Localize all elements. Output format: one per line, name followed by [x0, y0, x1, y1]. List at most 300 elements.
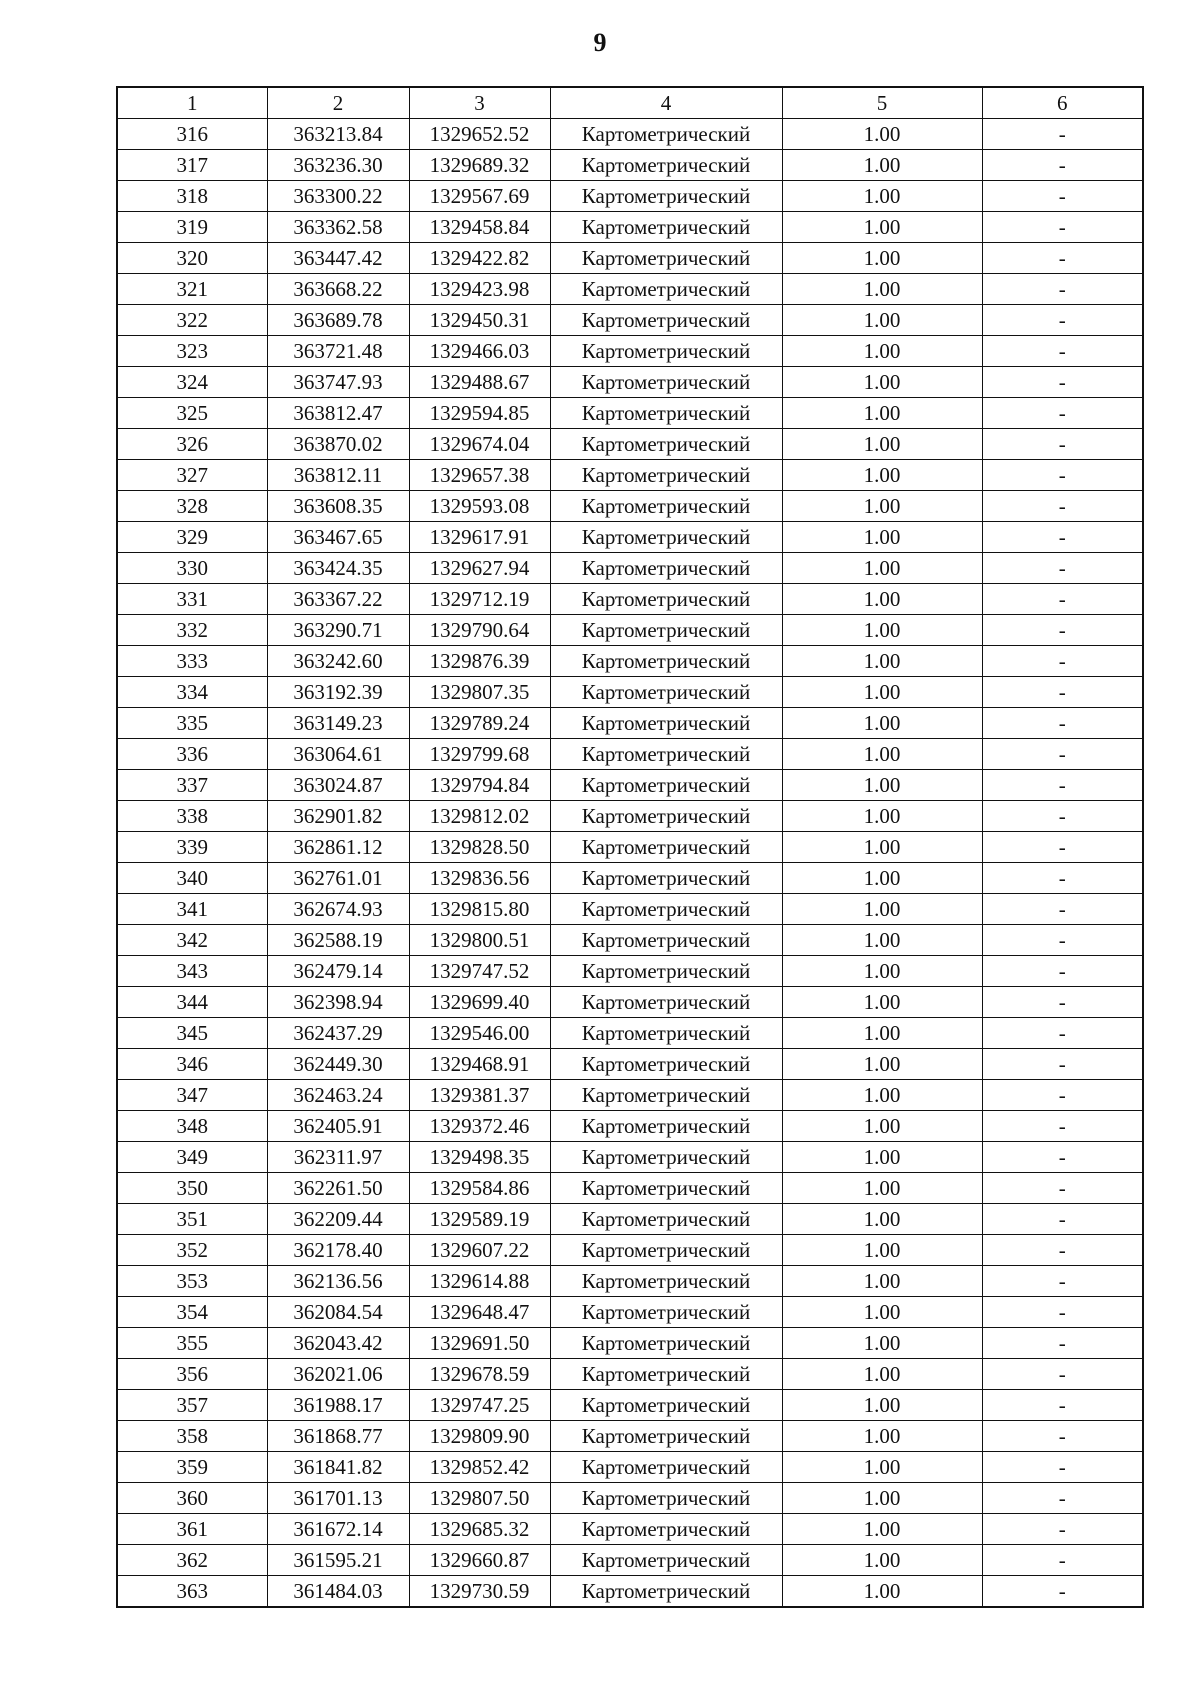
method-cell: Картометрический	[550, 832, 782, 863]
accuracy-cell: 1.00	[782, 1545, 982, 1576]
y-coordinate-cell: 1329423.98	[409, 274, 550, 305]
accuracy-cell: 1.00	[782, 1514, 982, 1545]
note-cell: -	[982, 1111, 1143, 1142]
accuracy-cell: 1.00	[782, 1266, 982, 1297]
point-number-cell: 333	[117, 646, 267, 677]
x-coordinate-cell: 362449.30	[267, 1049, 409, 1080]
point-number-cell: 347	[117, 1080, 267, 1111]
point-number-cell: 354	[117, 1297, 267, 1328]
x-coordinate-cell: 363024.87	[267, 770, 409, 801]
x-coordinate-cell: 362209.44	[267, 1204, 409, 1235]
note-cell: -	[982, 801, 1143, 832]
note-cell: -	[982, 119, 1143, 150]
table-row	[117, 367, 1143, 398]
note-cell: -	[982, 584, 1143, 615]
note-cell: -	[982, 615, 1143, 646]
accuracy-cell: 1.00	[782, 1049, 982, 1080]
y-coordinate-cell: 1329790.64	[409, 615, 550, 646]
y-coordinate-cell: 1329617.91	[409, 522, 550, 553]
note-cell: -	[982, 925, 1143, 956]
accuracy-cell: 1.00	[782, 367, 982, 398]
table-row	[117, 1514, 1143, 1545]
point-number-cell: 340	[117, 863, 267, 894]
y-coordinate-cell: 1329794.84	[409, 770, 550, 801]
y-coordinate-cell: 1329466.03	[409, 336, 550, 367]
note-cell: -	[982, 243, 1143, 274]
y-coordinate-cell: 1329852.42	[409, 1452, 550, 1483]
point-number-cell: 338	[117, 801, 267, 832]
page-number: 9	[593, 28, 607, 57]
note-cell: -	[982, 770, 1143, 801]
table-row	[117, 894, 1143, 925]
note-cell: -	[982, 274, 1143, 305]
table-row	[117, 863, 1143, 894]
point-number-cell: 320	[117, 243, 267, 274]
method-cell: Картометрический	[550, 305, 782, 336]
x-coordinate-cell: 361484.03	[267, 1576, 409, 1608]
x-coordinate-cell: 362136.56	[267, 1266, 409, 1297]
accuracy-cell: 1.00	[782, 584, 982, 615]
method-cell: Картометрический	[550, 1297, 782, 1328]
table-row	[117, 646, 1143, 677]
point-number-cell: 345	[117, 1018, 267, 1049]
note-cell: -	[982, 1576, 1143, 1608]
table-body	[117, 119, 1143, 1608]
table-row	[117, 1266, 1143, 1297]
x-coordinate-cell: 363721.48	[267, 336, 409, 367]
accuracy-cell: 1.00	[782, 708, 982, 739]
accuracy-cell: 1.00	[782, 274, 982, 305]
note-cell: -	[982, 1266, 1143, 1297]
method-cell: Картометрический	[550, 739, 782, 770]
accuracy-cell: 1.00	[782, 1483, 982, 1514]
point-number-cell: 362	[117, 1545, 267, 1576]
note-cell: -	[982, 1421, 1143, 1452]
y-coordinate-cell: 1329468.91	[409, 1049, 550, 1080]
y-coordinate-cell: 1329498.35	[409, 1142, 550, 1173]
point-number-cell: 324	[117, 367, 267, 398]
table-row	[117, 491, 1143, 522]
table-row	[117, 708, 1143, 739]
y-coordinate-cell: 1329812.02	[409, 801, 550, 832]
table-row	[117, 212, 1143, 243]
note-cell: -	[982, 1328, 1143, 1359]
note-cell: -	[982, 1297, 1143, 1328]
method-cell: Картометрический	[550, 1235, 782, 1266]
x-coordinate-cell: 362674.93	[267, 894, 409, 925]
point-number-cell: 356	[117, 1359, 267, 1390]
table-row	[117, 1390, 1143, 1421]
x-coordinate-cell: 363747.93	[267, 367, 409, 398]
y-coordinate-cell: 1329614.88	[409, 1266, 550, 1297]
y-coordinate-cell: 1329546.00	[409, 1018, 550, 1049]
x-coordinate-cell: 362261.50	[267, 1173, 409, 1204]
y-coordinate-cell: 1329593.08	[409, 491, 550, 522]
accuracy-cell: 1.00	[782, 460, 982, 491]
accuracy-cell: 1.00	[782, 1359, 982, 1390]
table-row	[117, 181, 1143, 212]
point-number-cell: 344	[117, 987, 267, 1018]
y-coordinate-cell: 1329807.35	[409, 677, 550, 708]
x-coordinate-cell: 363424.35	[267, 553, 409, 584]
x-coordinate-cell: 362437.29	[267, 1018, 409, 1049]
header-cell-1: 1	[117, 87, 267, 119]
accuracy-cell: 1.00	[782, 212, 982, 243]
y-coordinate-cell: 1329699.40	[409, 987, 550, 1018]
table-row	[117, 956, 1143, 987]
note-cell: -	[982, 1452, 1143, 1483]
y-coordinate-cell: 1329589.19	[409, 1204, 550, 1235]
note-cell: -	[982, 1080, 1143, 1111]
note-cell: -	[982, 832, 1143, 863]
note-cell: -	[982, 491, 1143, 522]
point-number-cell: 358	[117, 1421, 267, 1452]
point-number-cell: 323	[117, 336, 267, 367]
point-number-cell: 360	[117, 1483, 267, 1514]
point-number-cell: 326	[117, 429, 267, 460]
accuracy-cell: 1.00	[782, 894, 982, 925]
method-cell: Картометрический	[550, 925, 782, 956]
method-cell: Картометрический	[550, 894, 782, 925]
x-coordinate-cell: 362084.54	[267, 1297, 409, 1328]
point-number-cell: 328	[117, 491, 267, 522]
note-cell: -	[982, 429, 1143, 460]
note-cell: -	[982, 1235, 1143, 1266]
accuracy-cell: 1.00	[782, 491, 982, 522]
note-cell: -	[982, 1173, 1143, 1204]
table-row	[117, 522, 1143, 553]
y-coordinate-cell: 1329674.04	[409, 429, 550, 460]
point-number-cell: 355	[117, 1328, 267, 1359]
point-number-cell: 359	[117, 1452, 267, 1483]
method-cell: Картометрический	[550, 181, 782, 212]
method-cell: Картометрический	[550, 150, 782, 181]
point-number-cell: 348	[117, 1111, 267, 1142]
method-cell: Картометрический	[550, 119, 782, 150]
method-cell: Картометрический	[550, 1483, 782, 1514]
x-coordinate-cell: 363367.22	[267, 584, 409, 615]
method-cell: Картометрический	[550, 708, 782, 739]
table-row	[117, 119, 1143, 150]
note-cell: -	[982, 708, 1143, 739]
method-cell: Картометрический	[550, 522, 782, 553]
accuracy-cell: 1.00	[782, 398, 982, 429]
note-cell: -	[982, 1142, 1143, 1173]
table-row	[117, 925, 1143, 956]
accuracy-cell: 1.00	[782, 801, 982, 832]
accuracy-cell: 1.00	[782, 553, 982, 584]
table-row	[117, 1452, 1143, 1483]
method-cell: Картометрический	[550, 1514, 782, 1545]
x-coordinate-cell: 362178.40	[267, 1235, 409, 1266]
accuracy-cell: 1.00	[782, 1452, 982, 1483]
method-cell: Картометрический	[550, 1545, 782, 1576]
y-coordinate-cell: 1329567.69	[409, 181, 550, 212]
accuracy-cell: 1.00	[782, 677, 982, 708]
x-coordinate-cell: 363362.58	[267, 212, 409, 243]
point-number-cell: 350	[117, 1173, 267, 1204]
x-coordinate-cell: 363668.22	[267, 274, 409, 305]
note-cell: -	[982, 739, 1143, 770]
table-row	[117, 150, 1143, 181]
accuracy-cell: 1.00	[782, 1328, 982, 1359]
y-coordinate-cell: 1329876.39	[409, 646, 550, 677]
note-cell: -	[982, 181, 1143, 212]
y-coordinate-cell: 1329458.84	[409, 212, 550, 243]
header-cell-3: 3	[409, 87, 550, 119]
accuracy-cell: 1.00	[782, 150, 982, 181]
x-coordinate-cell: 363870.02	[267, 429, 409, 460]
x-coordinate-cell: 363300.22	[267, 181, 409, 212]
y-coordinate-cell: 1329747.25	[409, 1390, 550, 1421]
table-row	[117, 1421, 1143, 1452]
note-cell: -	[982, 367, 1143, 398]
note-cell: -	[982, 1049, 1143, 1080]
y-coordinate-cell: 1329815.80	[409, 894, 550, 925]
accuracy-cell: 1.00	[782, 181, 982, 212]
accuracy-cell: 1.00	[782, 1576, 982, 1608]
method-cell: Картометрический	[550, 274, 782, 305]
accuracy-cell: 1.00	[782, 863, 982, 894]
point-number-cell: 319	[117, 212, 267, 243]
table-row	[117, 584, 1143, 615]
x-coordinate-cell: 362861.12	[267, 832, 409, 863]
header-cell-4: 4	[550, 87, 782, 119]
method-cell: Картометрический	[550, 1328, 782, 1359]
coordinates-table	[116, 86, 1144, 1608]
x-coordinate-cell: 362761.01	[267, 863, 409, 894]
note-cell: -	[982, 956, 1143, 987]
accuracy-cell: 1.00	[782, 429, 982, 460]
point-number-cell: 363	[117, 1576, 267, 1608]
x-coordinate-cell: 362901.82	[267, 801, 409, 832]
method-cell: Картометрический	[550, 1452, 782, 1483]
note-cell: -	[982, 522, 1143, 553]
x-coordinate-cell: 363689.78	[267, 305, 409, 336]
note-cell: -	[982, 646, 1143, 677]
y-coordinate-cell: 1329747.52	[409, 956, 550, 987]
method-cell: Картометрический	[550, 770, 782, 801]
x-coordinate-cell: 361868.77	[267, 1421, 409, 1452]
x-coordinate-cell: 363812.11	[267, 460, 409, 491]
table-row	[117, 274, 1143, 305]
x-coordinate-cell: 363242.60	[267, 646, 409, 677]
table-header-row	[117, 87, 1143, 119]
x-coordinate-cell: 363290.71	[267, 615, 409, 646]
table-row	[117, 1235, 1143, 1266]
accuracy-cell: 1.00	[782, 1204, 982, 1235]
method-cell: Картометрический	[550, 1111, 782, 1142]
header-cell-2: 2	[267, 87, 409, 119]
y-coordinate-cell: 1329372.46	[409, 1111, 550, 1142]
accuracy-cell: 1.00	[782, 119, 982, 150]
x-coordinate-cell: 361988.17	[267, 1390, 409, 1421]
accuracy-cell: 1.00	[782, 336, 982, 367]
x-coordinate-cell: 363447.42	[267, 243, 409, 274]
accuracy-cell: 1.00	[782, 1297, 982, 1328]
table-row	[117, 1297, 1143, 1328]
accuracy-cell: 1.00	[782, 522, 982, 553]
y-coordinate-cell: 1329730.59	[409, 1576, 550, 1608]
note-cell: -	[982, 1483, 1143, 1514]
point-number-cell: 316	[117, 119, 267, 150]
y-coordinate-cell: 1329689.32	[409, 150, 550, 181]
method-cell: Картометрический	[550, 1359, 782, 1390]
point-number-cell: 329	[117, 522, 267, 553]
y-coordinate-cell: 1329584.86	[409, 1173, 550, 1204]
method-cell: Картометрический	[550, 212, 782, 243]
point-number-cell: 318	[117, 181, 267, 212]
point-number-cell: 321	[117, 274, 267, 305]
table-row	[117, 801, 1143, 832]
note-cell: -	[982, 460, 1143, 491]
table-row	[117, 429, 1143, 460]
note-cell: -	[982, 1204, 1143, 1235]
method-cell: Картометрический	[550, 584, 782, 615]
point-number-cell: 353	[117, 1266, 267, 1297]
x-coordinate-cell: 362463.24	[267, 1080, 409, 1111]
table-row	[117, 1173, 1143, 1204]
y-coordinate-cell: 1329657.38	[409, 460, 550, 491]
method-cell: Картометрический	[550, 677, 782, 708]
accuracy-cell: 1.00	[782, 739, 982, 770]
x-coordinate-cell: 361841.82	[267, 1452, 409, 1483]
table-row	[117, 1483, 1143, 1514]
note-cell: -	[982, 894, 1143, 925]
x-coordinate-cell: 362398.94	[267, 987, 409, 1018]
y-coordinate-cell: 1329660.87	[409, 1545, 550, 1576]
table-row	[117, 305, 1143, 336]
method-cell: Картометрический	[550, 429, 782, 460]
point-number-cell: 317	[117, 150, 267, 181]
accuracy-cell: 1.00	[782, 1080, 982, 1111]
y-coordinate-cell: 1329648.47	[409, 1297, 550, 1328]
method-cell: Картометрический	[550, 956, 782, 987]
accuracy-cell: 1.00	[782, 956, 982, 987]
table-row	[117, 1049, 1143, 1080]
x-coordinate-cell: 363812.47	[267, 398, 409, 429]
note-cell: -	[982, 677, 1143, 708]
method-cell: Картометрический	[550, 1049, 782, 1080]
point-number-cell: 332	[117, 615, 267, 646]
note-cell: -	[982, 336, 1143, 367]
note-cell: -	[982, 150, 1143, 181]
header-cell-6: 6	[982, 87, 1143, 119]
method-cell: Картометрический	[550, 615, 782, 646]
y-coordinate-cell: 1329789.24	[409, 708, 550, 739]
x-coordinate-cell: 362021.06	[267, 1359, 409, 1390]
note-cell: -	[982, 1018, 1143, 1049]
y-coordinate-cell: 1329627.94	[409, 553, 550, 584]
method-cell: Картометрический	[550, 1390, 782, 1421]
table-row	[117, 1142, 1143, 1173]
note-cell: -	[982, 987, 1143, 1018]
x-coordinate-cell: 363192.39	[267, 677, 409, 708]
note-cell: -	[982, 553, 1143, 584]
point-number-cell: 327	[117, 460, 267, 491]
table-row	[117, 739, 1143, 770]
x-coordinate-cell: 361701.13	[267, 1483, 409, 1514]
y-coordinate-cell: 1329652.52	[409, 119, 550, 150]
y-coordinate-cell: 1329691.50	[409, 1328, 550, 1359]
method-cell: Картометрический	[550, 336, 782, 367]
accuracy-cell: 1.00	[782, 770, 982, 801]
x-coordinate-cell: 363467.65	[267, 522, 409, 553]
accuracy-cell: 1.00	[782, 1173, 982, 1204]
point-number-cell: 335	[117, 708, 267, 739]
method-cell: Картометрический	[550, 987, 782, 1018]
point-number-cell: 331	[117, 584, 267, 615]
method-cell: Картометрический	[550, 1576, 782, 1608]
y-coordinate-cell: 1329488.67	[409, 367, 550, 398]
method-cell: Картометрический	[550, 801, 782, 832]
method-cell: Картометрический	[550, 553, 782, 584]
note-cell: -	[982, 212, 1143, 243]
point-number-cell: 346	[117, 1049, 267, 1080]
y-coordinate-cell: 1329712.19	[409, 584, 550, 615]
method-cell: Картометрический	[550, 398, 782, 429]
point-number-cell: 352	[117, 1235, 267, 1266]
method-cell: Картометрический	[550, 646, 782, 677]
x-coordinate-cell: 363064.61	[267, 739, 409, 770]
table-row	[117, 553, 1143, 584]
x-coordinate-cell: 362479.14	[267, 956, 409, 987]
table-row	[117, 832, 1143, 863]
method-cell: Картометрический	[550, 367, 782, 398]
method-cell: Картометрический	[550, 1266, 782, 1297]
point-number-cell: 334	[117, 677, 267, 708]
accuracy-cell: 1.00	[782, 305, 982, 336]
method-cell: Картометрический	[550, 460, 782, 491]
point-number-cell: 361	[117, 1514, 267, 1545]
x-coordinate-cell: 363608.35	[267, 491, 409, 522]
x-coordinate-cell: 363149.23	[267, 708, 409, 739]
note-cell: -	[982, 863, 1143, 894]
note-cell: -	[982, 1514, 1143, 1545]
method-cell: Картометрический	[550, 863, 782, 894]
header-cell-5: 5	[782, 87, 982, 119]
y-coordinate-cell: 1329678.59	[409, 1359, 550, 1390]
y-coordinate-cell: 1329685.32	[409, 1514, 550, 1545]
x-coordinate-cell: 362043.42	[267, 1328, 409, 1359]
table-row	[117, 987, 1143, 1018]
note-cell: -	[982, 1390, 1143, 1421]
point-number-cell: 325	[117, 398, 267, 429]
note-cell: -	[982, 305, 1143, 336]
point-number-cell: 330	[117, 553, 267, 584]
table-row	[117, 1328, 1143, 1359]
point-number-cell: 357	[117, 1390, 267, 1421]
accuracy-cell: 1.00	[782, 1235, 982, 1266]
table-row	[117, 770, 1143, 801]
note-cell: -	[982, 1545, 1143, 1576]
y-coordinate-cell: 1329594.85	[409, 398, 550, 429]
y-coordinate-cell: 1329422.82	[409, 243, 550, 274]
point-number-cell: 339	[117, 832, 267, 863]
table-row	[117, 1018, 1143, 1049]
table-row	[117, 677, 1143, 708]
table-row	[117, 1576, 1143, 1608]
method-cell: Картометрический	[550, 491, 782, 522]
table-row	[117, 336, 1143, 367]
table-row	[117, 1359, 1143, 1390]
accuracy-cell: 1.00	[782, 832, 982, 863]
y-coordinate-cell: 1329809.90	[409, 1421, 550, 1452]
point-number-cell: 343	[117, 956, 267, 987]
note-cell: -	[982, 398, 1143, 429]
y-coordinate-cell: 1329450.31	[409, 305, 550, 336]
accuracy-cell: 1.00	[782, 646, 982, 677]
